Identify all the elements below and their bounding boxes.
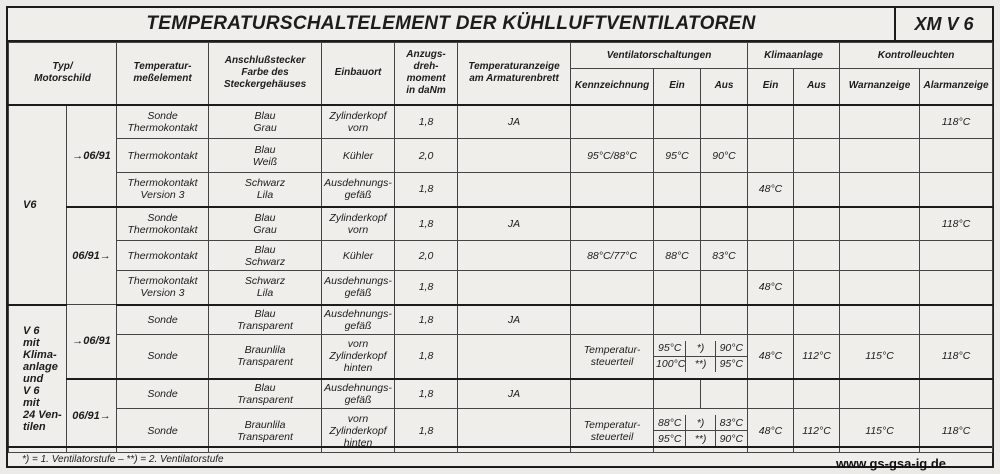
klima-ein-cell [748,139,794,173]
anzug-cell: 1,8 [395,271,458,305]
vent-aus-cell [701,105,748,139]
date-label: →06/91 [67,105,117,207]
anzug-cell: 2,0 [395,241,458,271]
alarmanzeige-cell [920,241,993,271]
element-cell: Thermokontakt Version 3 [117,173,209,207]
anzug-cell: 1,8 [395,335,458,379]
kennzeichnung-cell [571,207,654,241]
header-klima-aus: Aus [794,69,840,105]
einbauort-cell: Ausdehnungs- gefäß [322,173,395,207]
warnanzeige-cell: 115°C [840,409,920,453]
warnanzeige-cell [840,241,920,271]
header-einbauort: Einbauort [322,43,395,105]
element-cell: Thermokontakt Version 3 [117,271,209,305]
anzug-cell: 1,8 [395,173,458,207]
klima-ein-cell [748,241,794,271]
website-watermark: www.gs-gsa-ig.de [836,456,947,471]
vent-aus-cell [701,207,748,241]
group-label: V 6 mit Klima- anlage und V 6 mit 24 Ven- tilen [9,305,67,453]
header-kennzeichnung: Kennzeichnung [571,69,654,105]
warnanzeige-cell [840,105,920,139]
stecker-cell: Braunlila Transparent [209,335,322,379]
element-cell: Thermokontakt [117,241,209,271]
stecker-cell: Blau Grau [209,105,322,139]
table-row [9,173,993,207]
element-cell: Sonde Thermokontakt [117,105,209,139]
warnanzeige-cell [840,173,920,207]
vent-ein-cell [654,207,701,241]
header-vent-aus: Aus [701,69,748,105]
anzug-cell: 1,8 [395,207,458,241]
table-row [9,105,993,139]
vent-aus-cell [701,271,748,305]
einbauort-cell: Zylinderkopf vorn [322,105,395,139]
temperature-switch-table [8,42,993,453]
element-cell: Sonde [117,379,209,409]
stage-ein: 88°C [654,415,686,431]
einbauort-cell: Ausdehnungs- gefäß [322,305,395,335]
vent-ein-cell: 95°C [654,139,701,173]
table-row [9,139,993,173]
alarmanzeige-cell [920,305,993,335]
footer-divider [8,446,992,448]
header-anzugsmoment: Anzugs- dreh- moment in daNm [395,43,458,105]
stage-marker: *) [686,341,715,357]
header-alarmanzeige: Alarmanzeige [920,69,993,105]
header-vent-ein: Ein [654,69,701,105]
klima-ein-cell [748,105,794,139]
table-row [9,335,993,379]
stage-aus: 90°C [715,341,747,357]
klima-aus-cell [794,207,840,241]
vent-ein-cell [654,105,701,139]
date-label: 06/91→ [67,379,117,453]
vent-ein-cell [654,305,701,335]
vent-aus-cell [701,173,748,207]
klima-aus-cell [794,241,840,271]
anzug-cell: 1,8 [395,379,458,409]
anzeige-cell: JA [458,207,571,241]
header-stecker: Anschlußstecker Farbe des Steckergehäuses [209,43,322,105]
stage-ein: 95°C [654,431,686,447]
stage-ein: 100°C [656,358,686,371]
klima-aus-cell [794,271,840,305]
sheet-title: TEMPERATURSCHALTELEMENT DER KÜHLLUFTVENTILATOREN [8,8,896,40]
switch-stage-table [654,341,747,372]
anzug-cell: 1,8 [395,105,458,139]
stecker-cell: Blau Schwarz [209,241,322,271]
kennzeichnung-cell: 88°C/77°C [571,241,654,271]
alarmanzeige-cell: 118°C [920,105,993,139]
einbauort-cell: Kühler [322,139,395,173]
einbauort-cell: Ausdehnungs- gefäß [322,379,395,409]
element-cell: Thermokontakt [117,139,209,173]
header-warnanzeige: Warnanzeige [840,69,920,105]
stecker-cell: Blau Weiß [209,139,322,173]
klima-aus-cell [794,305,840,335]
stecker-cell: Blau Transparent [209,379,322,409]
stage-marker: *) [686,415,715,431]
warnanzeige-cell [840,305,920,335]
klima-ein-cell: 48°C [748,173,794,207]
element-cell: Sonde [117,409,209,453]
model-label: XM V 6 [914,13,974,34]
kennzeichnung-cell [571,105,654,139]
anzug-cell: 1,8 [395,409,458,453]
stage-marker: **) [686,356,715,372]
klima-ein-cell: 48°C [748,409,794,453]
kennzeichnung-cell [571,379,654,409]
vent-ein-cell [654,173,701,207]
warnanzeige-cell [840,379,920,409]
anzeige-cell: JA [458,105,571,139]
warnanzeige-cell [840,139,920,173]
anzug-cell: 1,8 [395,305,458,335]
switch-stage-table [654,415,747,446]
date-label: →06/91 [67,305,117,379]
header-kontroll-group: Kontrolleuchten [840,43,993,69]
vent-aus-cell: 83°C [701,241,748,271]
einbauort-cell: Ausdehnungs- gefäß [322,271,395,305]
group-label: V6 [9,105,67,305]
anzeige-cell [458,139,571,173]
element-cell: Sonde [117,335,209,379]
vent-ein-cell [654,271,701,305]
anzug-cell: 2,0 [395,139,458,173]
klima-aus-cell [794,105,840,139]
footnote: *) = 1. Ventilatorstufe – **) = 2. Ventilatorstufe [22,454,224,465]
stecker-cell: Blau Grau [209,207,322,241]
data-sheet [6,6,994,471]
stage-aus: 90°C [715,431,747,447]
header-temperaturanzeige: Temperaturanzeige am Armaturenbrett [458,43,571,105]
vent-aus-cell [701,305,748,335]
warnanzeige-cell: 115°C [840,335,920,379]
einbauort-cell: Zylinderkopf vorn [322,207,395,241]
klima-ein-cell [748,207,794,241]
header-typ: Typ/ Motorschild [9,43,117,105]
vent-ein-cell [654,379,701,409]
klima-aus-cell: 112°C [794,409,840,453]
alarmanzeige-cell [920,271,993,305]
kennzeichnung-cell [571,173,654,207]
switch-stage-cell [654,335,748,379]
einbauort-cell: vorn Zylinderkopf hinten [322,409,395,453]
vent-aus-cell: 90°C [701,139,748,173]
anzeige-cell [458,173,571,207]
header-klima-group: Klimaanlage [748,43,840,69]
table-row [9,207,993,241]
klima-ein-cell: 48°C [748,335,794,379]
stage-aus: 83°C [715,415,747,431]
klima-aus-cell [794,173,840,207]
element-cell: Sonde Thermokontakt [117,207,209,241]
anzeige-cell: JA [458,305,571,335]
einbauort-cell: Kühler [322,241,395,271]
vent-aus-cell [701,379,748,409]
klima-ein-cell: 48°C [748,271,794,305]
header-klima-ein: Ein [748,69,794,105]
stage-marker: **) [686,431,715,447]
warnanzeige-cell [840,207,920,241]
kennzeichnung-cell [571,271,654,305]
stecker-cell: Braunlila Transparent [209,409,322,453]
title-bar [8,8,992,42]
anzeige-cell [458,271,571,305]
klima-aus-cell [794,379,840,409]
anzeige-cell: JA [458,379,571,409]
table-row [9,241,993,271]
vent-ein-cell: 88°C [654,241,701,271]
stecker-cell: Blau Transparent [209,305,322,335]
alarmanzeige-cell: 118°C [920,409,993,453]
alarmanzeige-cell: 118°C [920,335,993,379]
stage-ein: 95°C [654,341,686,357]
alarmanzeige-cell: 118°C [920,207,993,241]
klima-aus-cell: 112°C [794,335,840,379]
alarmanzeige-cell [920,173,993,207]
klima-ein-cell [748,379,794,409]
kennzeichnung-cell: Temperatur- steuerteil [571,335,654,379]
stecker-cell: Schwarz Lila [209,173,322,207]
anzeige-cell [458,241,571,271]
klima-aus-cell [794,139,840,173]
alarmanzeige-cell [920,379,993,409]
element-cell: Sonde [117,305,209,335]
table-row [9,271,993,305]
einbauort-cell: vorn Zylinderkopf hinten [322,335,395,379]
header-element: Temperatur- meßelement [117,43,209,105]
stage-aus: 95°C [715,356,747,372]
klima-ein-cell [748,305,794,335]
kennzeichnung-cell: 95°C/88°C [571,139,654,173]
header-ventilator-group: Ventilatorschaltungen [571,43,748,69]
anzeige-cell [458,335,571,379]
warnanzeige-cell [840,271,920,305]
table-row [9,379,993,409]
stecker-cell: Schwarz Lila [209,271,322,305]
table-row [9,305,993,335]
kennzeichnung-cell: Temperatur- steuerteil [571,409,654,453]
date-label: 06/91→ [67,207,117,305]
kennzeichnung-cell [571,305,654,335]
alarmanzeige-cell [920,139,993,173]
